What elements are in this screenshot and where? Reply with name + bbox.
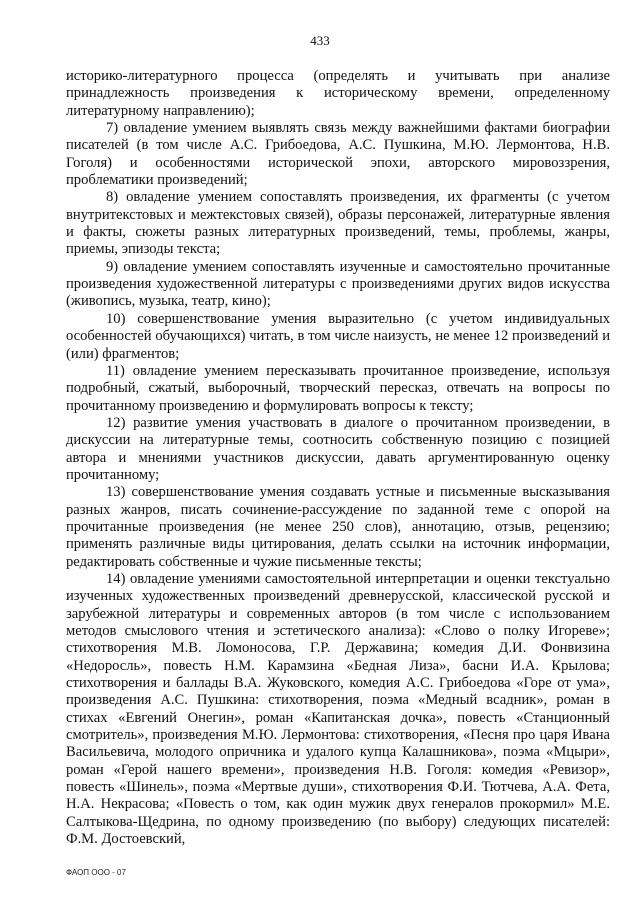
paragraph-item-9: 9) овладение умением сопоставлять изученные и самостоятельно прочитанные произведения художественной литературы с произведениями других видов искусства (живопись, музыка, театр, кино); bbox=[66, 258, 610, 310]
paragraph-item-14: 14) овладение умениями самостоятельной интерпретации и оценки текстуально изученных художественных произведений древнерусской, классической русской и зарубежной литературы и современных авторов (в том числе с использованием методов смыслового чтения и эстетического анализа): «Слово о полку Игореве»; стихотворения М.В. Ломоносова, Г.Р. Державина; комедия Д.И. Фонвизина «Недоросль», повесть Н.М. Карамзина «Бедная Лиза», басни И.А. Крылова; стихотворения и баллады В.А. Жуковского, комедия А.С. Грибоедова «Горе от ума», произведения А.С. Пушкина: стихотворения, поэма «Медный всадник», роман в стихах «Евгений Онегин», роман «Капитанская дочка», повесть «Станционный смотритель», произведения М.Ю. Лермонтова: стихотворения, «Песня про царя Ивана Васильевича, молодого опричника и удалого купца Калашникова», поэма «Мцыри», роман «Герой нашего времени», произведения Н.В. Гоголя: комедия «Ревизор», повесть «Шинель», поэма «Мертвые души», стихотворения Ф.И. Тютчева, А.А. Фета, Н.А. Некрасова; «Повесть о том, как один мужик двух генералов прокормил» М.Е. Салтыкова-Щедрина, по одному произведению (по выбору) следующих писателей: Ф.М. Достоевский, bbox=[66, 570, 610, 848]
document-body bbox=[66, 68, 610, 848]
paragraph-item-13: 13) совершенствование умения создавать устные и письменные высказывания разных жанров, писать сочинение-рассуждение по заданной теме с опорой на прочитанные произведения (не менее 250 слов), аннотацию, отзыв, рецензию; применять различные виды цитирования, делать ссылки на источник информации, редактировать собственные и чужие письменные тексты; bbox=[66, 484, 610, 570]
page-number: 433 bbox=[310, 33, 330, 48]
paragraph-item-11: 11) овладение умением пересказывать прочитанное произведение, используя подробный, сжатый, выборочный, творческий пересказ, отвечать на вопросы по прочитанному произведению и формулировать вопросы к тексту; bbox=[66, 362, 610, 414]
paragraph-continuation: историко-литературного процесса (определять и учитывать при анализе принадлежность произведения к историческому времени, определенному литературному направлению); bbox=[66, 68, 610, 119]
footer-document-code: ФАОП ООО - 07 bbox=[66, 868, 126, 877]
paragraph-item-10: 10) совершенствование умения выразительно (с учетом индивидуальных особенностей обучающихся) читать, в том числе наизусть, не менее 12 произведений и (или) фрагментов; bbox=[66, 310, 610, 362]
paragraph-item-7: 7) овладение умением выявлять связь между важнейшими фактами биографии писателей (в том числе А.С. Грибоедова, А.С. Пушкина, М.Ю. Лермонтова, Н.В. Гоголя) и особенностями исторической эпохи, авторского мировоззрения, проблематики произведений; bbox=[66, 120, 610, 189]
paragraph-item-8: 8) овладение умением сопоставлять произведения, их фрагменты (с учетом внутритекстовых и межтекстовых связей), образы персонажей, литературные явления и факты, сюжеты разных литературных произведений, темы, проблемы, жанры, приемы, эпизоды текста; bbox=[66, 189, 610, 258]
paragraph-item-12: 12) развитие умения участвовать в диалоге о прочитанном произведении, в дискуссии на литературные темы, соотносить собственную позицию с позицией автора и мнениями участников дискуссии, давать аргументированную оценку прочитанному; bbox=[66, 414, 610, 483]
